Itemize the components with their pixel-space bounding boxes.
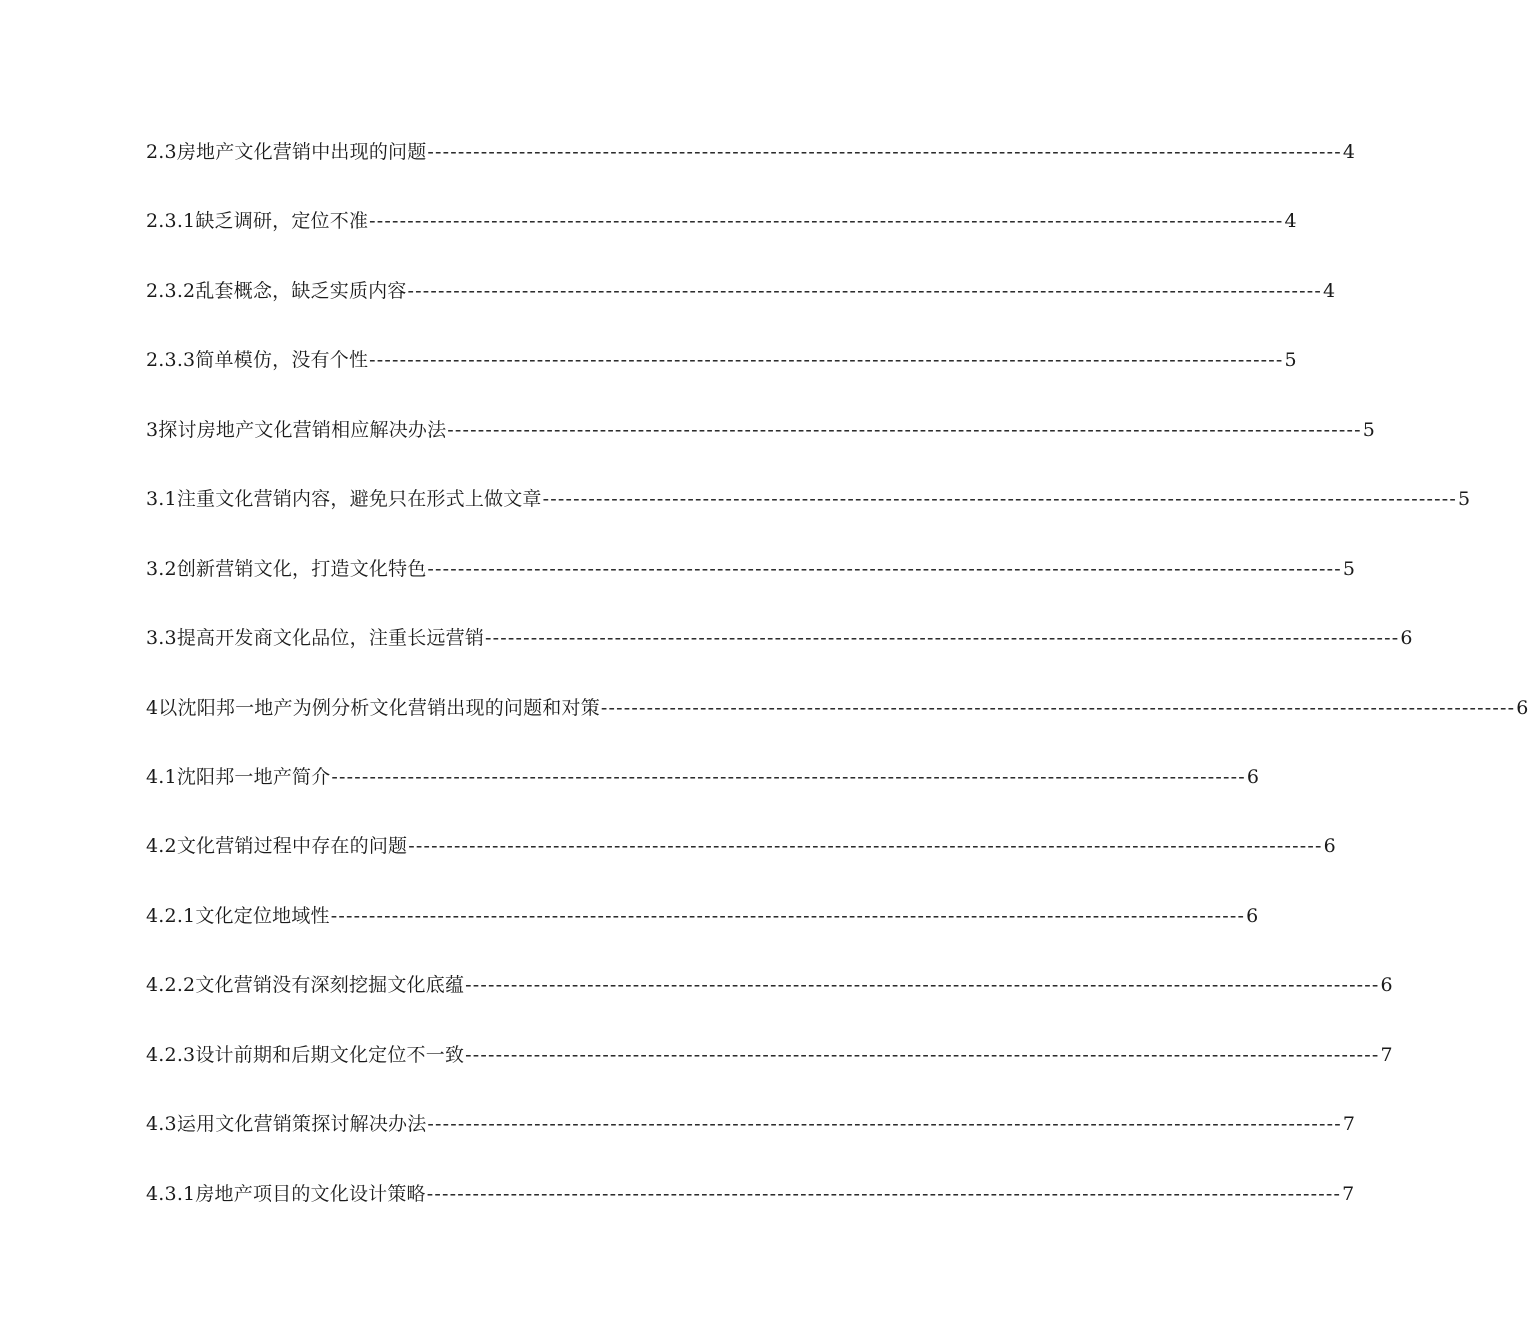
toc-leader-dashes: ------------------------------------------------------------------------------------------------------------------------ — [447, 419, 1362, 441]
toc-entry[interactable] — [146, 554, 1355, 584]
toc-page-number: 7 — [1342, 1183, 1355, 1205]
toc-page-number: 6 — [1400, 627, 1413, 649]
toc-entry-title: 4.2.2文化营销没有深刻挖掘文化底蕴 — [146, 974, 465, 996]
toc-leader-dashes: ------------------------------------------------------------------------------------------------------------------------ — [600, 697, 1516, 719]
toc-leader-dashes: ------------------------------------------------------------------------------------------------------------------------ — [427, 558, 1342, 580]
toc-page-number: 4 — [1322, 280, 1336, 302]
toc-entry[interactable] — [146, 970, 1393, 1000]
toc-page-number: 7 — [1380, 1044, 1393, 1066]
toc-page-number: 5 — [1342, 558, 1355, 580]
toc-entry-title: 4.3运用文化营销策探讨解决办法 — [146, 1113, 427, 1135]
toc-entry[interactable] — [146, 484, 1471, 514]
toc-page-number: 4 — [1284, 210, 1297, 232]
toc-entry-title: 3.1注重文化营销内容，避免只在形式上做文章 — [146, 488, 542, 510]
toc-leader-dashes: ------------------------------------------------------------------------------------------------------------------------ — [408, 835, 1323, 857]
toc-leader-dashes: ------------------------------------------------------------------------------------------------------------------------ — [426, 1183, 1342, 1205]
toc-entry-title: 2.3房地产文化营销中出现的问题 — [146, 141, 427, 163]
toc-page-number: 4 — [1342, 141, 1355, 163]
toc-leader-dashes: ------------------------------------------------------------------------------------------------------------------------ — [427, 1113, 1342, 1135]
toc-page-number: 5 — [1284, 349, 1297, 371]
toc-leader-dashes: ------------------------------------------------------------------------------------------------------------------------ — [485, 627, 1400, 649]
toc-page-number: 5 — [1362, 419, 1375, 441]
toc-entry-title: 3.3提高开发商文化品位，注重长远营销 — [146, 627, 485, 649]
toc-entry[interactable] — [146, 276, 1336, 306]
toc-entry[interactable] — [146, 901, 1259, 931]
toc-page-number: 6 — [1380, 974, 1393, 996]
toc-leader-dashes: ------------------------------------------------------------------------------------------------------------------------ — [427, 141, 1342, 163]
toc-entry-title: 4.2.3设计前期和后期文化定位不一致 — [146, 1044, 465, 1066]
toc-leader-dashes: ------------------------------------------------------------------------------------------------------------------------ — [407, 280, 1322, 302]
toc-entry[interactable] — [146, 623, 1413, 653]
toc-entry-title: 4.1沈阳邦一地产简介 — [146, 766, 331, 788]
toc-entry[interactable] — [146, 415, 1375, 445]
toc-page-number: 6 — [1246, 766, 1259, 788]
toc-page-number: 7 — [1342, 1113, 1355, 1135]
toc-entry[interactable] — [146, 1109, 1355, 1139]
toc-page-number: 6 — [1246, 905, 1259, 927]
toc-leader-dashes: ------------------------------------------------------------------------------------------------------------------------ — [542, 488, 1458, 510]
toc-entry-title: 4.2文化营销过程中存在的问题 — [146, 835, 408, 857]
toc-entry[interactable] — [146, 1179, 1355, 1209]
toc-page-number: 6 — [1516, 697, 1528, 719]
toc-entry-title: 2.3.3简单模仿，没有个性 — [146, 349, 369, 371]
toc-leader-dashes: ------------------------------------------------------------------------------------------------------------------------ — [369, 349, 1284, 371]
toc-entry-title: 2.3.1缺乏调研，定位不准 — [146, 210, 369, 232]
toc-leader-dashes: ------------------------------------------------------------------------------------------------------------------------ — [330, 905, 1246, 927]
toc-leader-dashes: ------------------------------------------------------------------------------------------------------------------------ — [369, 210, 1284, 232]
toc-entry-title: 3探讨房地产文化营销相应解决办法 — [146, 419, 447, 441]
toc-entry[interactable] — [146, 206, 1297, 236]
toc-entry[interactable] — [146, 137, 1355, 167]
toc-entry-title: 4.3.1房地产项目的文化设计策略 — [146, 1183, 426, 1205]
toc-entry-title: 3.2创新营销文化，打造文化特色 — [146, 558, 427, 580]
toc-entry-title: 2.3.2乱套概念，缺乏实质内容 — [146, 280, 407, 302]
toc-entry[interactable] — [146, 345, 1297, 375]
toc-page-number: 5 — [1458, 488, 1471, 510]
toc-entry[interactable] — [146, 693, 1528, 723]
toc-leader-dashes: ------------------------------------------------------------------------------------------------------------------------ — [331, 766, 1246, 788]
toc-leader-dashes: ------------------------------------------------------------------------------------------------------------------------ — [465, 974, 1380, 996]
toc-leader-dashes: ------------------------------------------------------------------------------------------------------------------------ — [465, 1044, 1380, 1066]
toc-entry[interactable] — [146, 762, 1259, 792]
toc-entry-title: 4.2.1文化定位地域性 — [146, 905, 330, 927]
toc-entry[interactable] — [146, 1040, 1393, 1070]
toc-page-number: 6 — [1323, 835, 1336, 857]
toc-entry[interactable] — [146, 831, 1336, 861]
toc-entry-title: 4以沈阳邦一地产为例分析文化营销出现的问题和对策 — [146, 697, 600, 719]
